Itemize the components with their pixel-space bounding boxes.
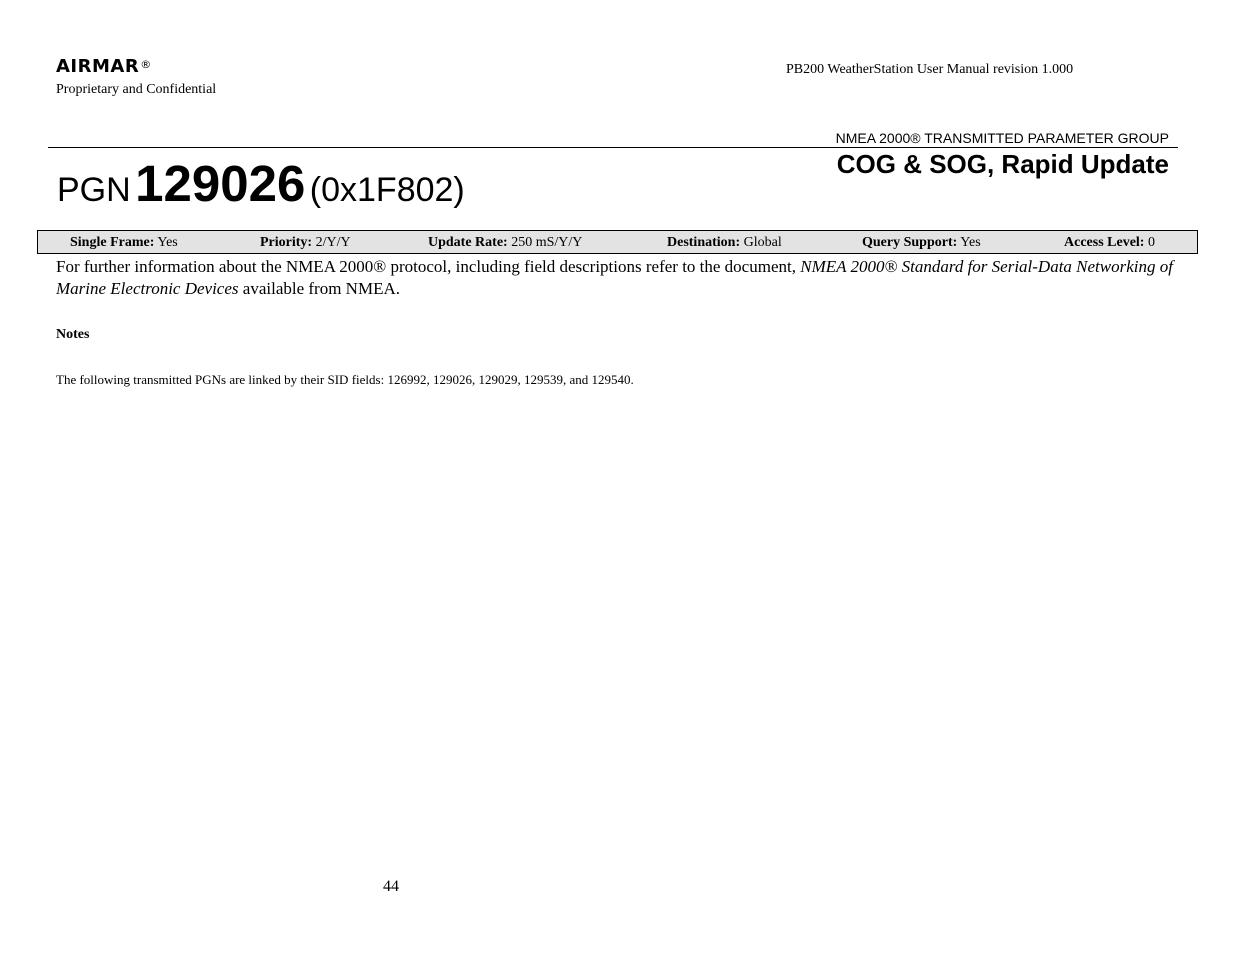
pgn-title [57, 152, 465, 229]
notes-text: The following transmitted PGNs are linked by their SID fields: 126992, 129026, 129029, 129539, and 129540. [56, 372, 634, 387]
attr-value: 250 mS/Y/Y [511, 235, 583, 250]
brand-logo [56, 56, 152, 78]
attr-label: Query Support: [862, 235, 958, 250]
attr-single-frame [70, 234, 178, 251]
attr-priority [260, 234, 351, 251]
attr-label: Access Level: [1064, 235, 1145, 250]
intro-paragraph [56, 256, 1181, 300]
brand-name: AIRMAR [56, 56, 140, 77]
attr-value: Global [743, 235, 782, 250]
pgn-prefix: PGN [57, 171, 131, 209]
referenced-document-title: NMEA 2000® Standard for Serial-Data Networking of Marine Electronic Devices [56, 257, 1173, 298]
attr-label: Update Rate: [428, 235, 508, 250]
attr-label: Priority: [260, 235, 313, 250]
notes-heading: Notes [56, 327, 90, 342]
attr-destination [667, 234, 782, 251]
pgn-name: COG & SOG, Rapid Update [836, 149, 1169, 179]
pgn-hex-code: (0x1F802) [309, 171, 465, 209]
confidentiality-notice: Proprietary and Confidential [56, 82, 217, 97]
attr-label: Single Frame: [70, 235, 155, 250]
attr-query-support [862, 234, 981, 251]
manual-reference: PB200 WeatherStation User Manual revision 1.000 [786, 62, 1074, 77]
attr-update-rate [428, 234, 582, 251]
pgn-number: 129026 [135, 155, 306, 212]
pgn-attributes-bar [37, 230, 1198, 254]
page-number: 44 [383, 878, 399, 895]
parameter-group-label: NMEA 2000® TRANSMITTED PARAMETER GROUP [835, 130, 1169, 146]
attr-value: 0 [1147, 235, 1155, 250]
registered-mark: ® [140, 58, 152, 71]
attr-value: Yes [157, 235, 178, 250]
attr-value: Yes [960, 235, 981, 250]
intro-text: For further information about the NMEA 2000® protocol, including field descriptions refer to the document, [56, 257, 801, 276]
attr-label: Destination: [667, 235, 741, 250]
intro-text-end: available from NMEA. [238, 279, 400, 298]
attr-value: 2/Y/Y [315, 235, 351, 250]
attr-access-level [1064, 234, 1155, 251]
